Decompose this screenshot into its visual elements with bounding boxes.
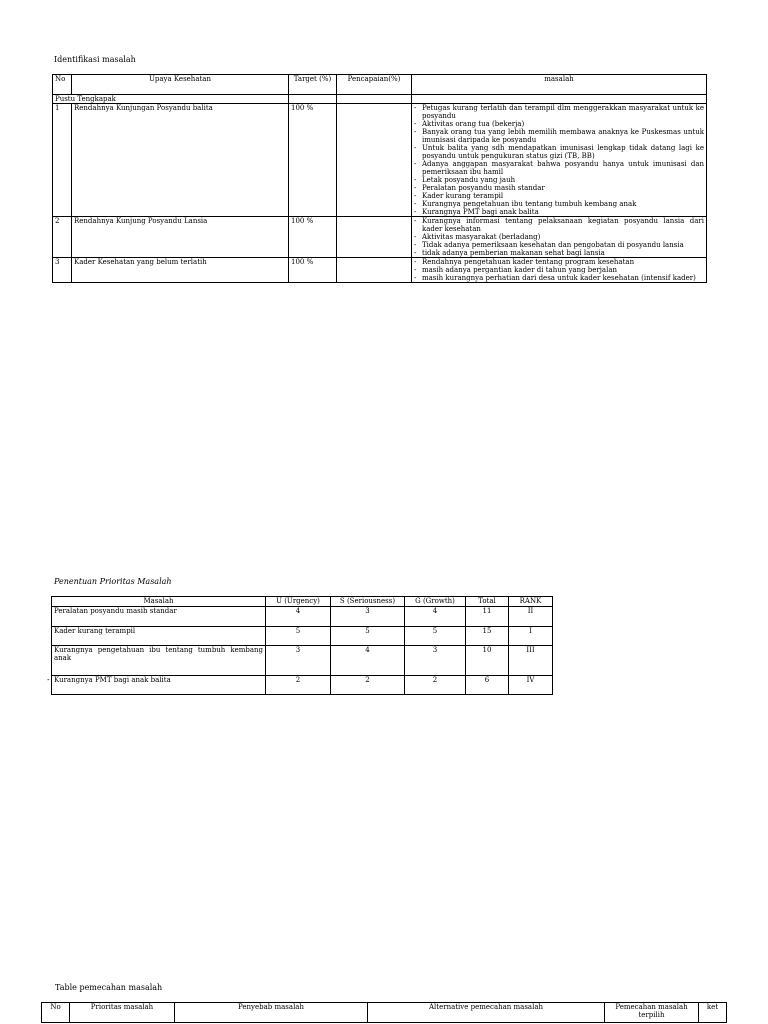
row-pencapaian — [337, 217, 412, 258]
list-item: - Kurangnya informasi tentang pelaksanaan kegiatan posyandu lansia dari kader kesehatan — [414, 217, 704, 233]
header-pencapaian: Pencapaian(%) — [337, 75, 412, 95]
header-upaya: Upaya Kesehatan — [72, 75, 289, 95]
table-header-row — [42, 1003, 727, 1023]
prioritas-table — [51, 596, 553, 695]
section2-title: Penentuan Prioritas Masalah — [54, 577, 172, 586]
row-masalah: Kurangnya pengetahuan ibu tentang tumbuh kembang anak — [52, 646, 266, 676]
row-masalah: Kurangnya PMT bagi anak balita — [52, 676, 266, 695]
section3-title: Table pemecahan masalah — [55, 983, 163, 992]
list-item: - masih kurangnya perhatian dari desa untuk kader kesehatan (intensif kader) — [414, 274, 704, 282]
row-total: 6 — [466, 676, 509, 695]
header-ket: ket — [699, 1003, 727, 1023]
row-pencapaian — [337, 104, 412, 217]
row-upaya: Kader Kesehatan yang belum terlatih — [72, 258, 289, 283]
row-u: 4 — [266, 607, 331, 627]
table-row — [53, 258, 707, 283]
group-label: Pustu Tengkapak — [53, 95, 289, 104]
header-masalah: Masalah — [52, 597, 266, 607]
list-item: - Untuk balita yang sdh mendapatkan imunisasi lengkap tidak datang lagi ke posyandu untuk pengukuran status gizi (TB, BB) — [414, 144, 704, 160]
row-g: 4 — [405, 607, 466, 627]
list-item: - Kader kurang terampil — [414, 192, 704, 200]
header-total: Total — [466, 597, 509, 607]
row-rank: I — [509, 627, 553, 646]
table-header-row — [53, 75, 707, 95]
row-rank: IV — [509, 676, 553, 695]
row-masalah — [412, 217, 707, 258]
table-row — [52, 676, 553, 695]
row-target: 100 % — [289, 104, 337, 217]
list-item: - Rendahnya pengetahuan kader tentang program kesehatan — [414, 258, 704, 266]
row-rank: II — [509, 607, 553, 627]
row-upaya: Rendahnya Kunjungan Posyandu balita — [72, 104, 289, 217]
list-item: - Peralatan posyandu masih standar — [414, 184, 704, 192]
list-item: - Tidak adanya pemeriksaan kesehatan dan pengobatan di posyandu lansia — [414, 241, 704, 249]
row-rank: III — [509, 646, 553, 676]
list-item: - Kurangnya PMT bagi anak balita — [414, 208, 704, 216]
row-s: 5 — [331, 627, 405, 646]
row-u: 3 — [266, 646, 331, 676]
header-terpilih: Pemecahan masalah terpilih — [605, 1003, 699, 1023]
header-urgency: U (Urgency) — [266, 597, 331, 607]
table-header-row — [52, 597, 553, 607]
list-item: - Petugas kurang terlatih dan terampil dlm menggerakkan masyarakat untuk ke posyandu — [414, 104, 704, 120]
row-g: 2 — [405, 676, 466, 695]
list-item: - masih adanya pergantian kader di tahun yang berjalan — [414, 266, 704, 274]
row-no: 2 — [53, 217, 72, 258]
header-rank: RANK — [509, 597, 553, 607]
row-g: 5 — [405, 627, 466, 646]
header-alternative: Alternative pemecahan masalah — [368, 1003, 605, 1023]
row-masalah: Peralatan posyandu masih standar — [52, 607, 266, 627]
header-growth: G (Growth) — [405, 597, 466, 607]
header-target: Target (%) — [289, 75, 337, 95]
row-target: 100 % — [289, 217, 337, 258]
header-seriousness: S (Seriousness) — [331, 597, 405, 607]
row-s: 4 — [331, 646, 405, 676]
row-masalah — [412, 104, 707, 217]
row-total: 10 — [466, 646, 509, 676]
list-item: - tidak adanya pemberian makanan sehat bagi lansia — [414, 249, 704, 257]
list-item: - Kurangnya pengetahuan ibu tentang tumbuh kembang anak — [414, 200, 704, 208]
row-pencapaian — [337, 258, 412, 283]
row-g: 3 — [405, 646, 466, 676]
row-u: 5 — [266, 627, 331, 646]
row-total: 11 — [466, 607, 509, 627]
pemecahan-table — [41, 1002, 727, 1023]
row-marker: - — [47, 675, 50, 684]
row-upaya: Rendahnya Kunjung Posyandu Lansia — [72, 217, 289, 258]
table-row — [53, 217, 707, 258]
row-s: 3 — [331, 607, 405, 627]
header-no: No — [42, 1003, 70, 1023]
row-target: 100 % — [289, 258, 337, 283]
list-item: - Adanya anggapan masyarakat bahwa posyandu hanya untuk imunisasi dan pemeriksaan ibu hamil — [414, 160, 704, 176]
row-no: 1 — [53, 104, 72, 217]
identifikasi-table — [52, 74, 707, 283]
table-row — [52, 627, 553, 646]
row-masalah: Kader kurang terampil — [52, 627, 266, 646]
table-row — [52, 646, 553, 676]
row-total: 15 — [466, 627, 509, 646]
row-masalah — [412, 258, 707, 283]
header-no: No — [53, 75, 72, 95]
list-item: - Aktivitas masyarakat (berladang) — [414, 233, 704, 241]
section1-title: Identifikasi masalah — [54, 55, 136, 64]
row-no: 3 — [53, 258, 72, 283]
list-item: - Letak posyandu yang jauh — [414, 176, 704, 184]
list-item: - Aktivitas orang tua (bekerja) — [414, 120, 704, 128]
table-row — [53, 104, 707, 217]
row-u: 2 — [266, 676, 331, 695]
header-penyebab: Penyebab masalah — [175, 1003, 368, 1023]
header-prioritas: Prioritas masalah — [70, 1003, 175, 1023]
table-row — [52, 607, 553, 627]
row-s: 2 — [331, 676, 405, 695]
list-item: - Banyak orang tua yang lebih memilih membawa anaknya ke Puskesmas untuk imunisasi daripada ke posyandu — [414, 128, 704, 144]
header-masalah: masalah — [412, 75, 707, 95]
group-row — [53, 95, 707, 104]
